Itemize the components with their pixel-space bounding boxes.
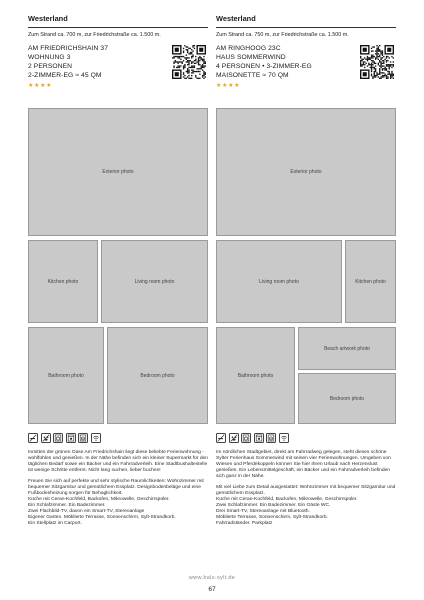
living-room-photo: Living room photo bbox=[101, 240, 208, 323]
wifi-icon bbox=[91, 433, 101, 443]
kitchen-photo: Kitchen photo bbox=[345, 240, 396, 323]
amenity-icons bbox=[28, 433, 101, 443]
dishwasher-icon bbox=[66, 433, 76, 443]
bathroom-photo: Bathroom photo bbox=[28, 327, 104, 424]
listing-text bbox=[28, 450, 208, 532]
washing-machine-icon bbox=[53, 433, 63, 443]
city-heading: Westerland bbox=[216, 14, 396, 28]
rating-stars: ★★★★ bbox=[28, 82, 53, 90]
bathroom-photo: Bathroom photo bbox=[216, 327, 295, 424]
rating-stars: ★★★★ bbox=[216, 82, 241, 90]
page-number: 67 bbox=[208, 586, 216, 593]
features-text: Mit viel Liebe zum Detail ausgestattet: Wohnzimmer mit bequemer Sitzgarnitur und gemütlichem Essplatz. Küche mit Ceran-Kochfeld, Backofen, Mikrowelle, Geschirrspüler. Zwei Schlafzimmer. Ein Badezimmer. Ein Gäste WC. Drei Smart-TV, Stereoanlage mit Bluetooth. Möblierte Terrasse, Sonnenschirm, Sylt-Strandkorb. Fahrradständer. Parkplatz bbox=[216, 485, 396, 526]
property-size: 2-ZIMMER-EG ≈ 45 QM bbox=[28, 72, 102, 80]
qr-code[interactable] bbox=[172, 45, 206, 79]
no-smoking-icon bbox=[216, 433, 226, 443]
artwork-photo: Beach artwork photo bbox=[298, 327, 396, 370]
left-listing bbox=[28, 14, 208, 100]
dryer-icon bbox=[78, 433, 88, 443]
washing-machine-icon bbox=[241, 433, 251, 443]
description-text: Inmitten der grünen Oase Am Friedrichshain liegt diese beliebte Ferienwohnung - wohlfühlen und genießen. In der Nähe befinden sich ein kleiner Supermarkt für den täglichen Bedarf sowie ein Bäcker und ein Fahrradverleih. Eine Stadtbushaltestelle ist wenige Schritte entfernt. Nicht lang suchen, lieber buchen! bbox=[28, 450, 208, 473]
dryer-icon bbox=[266, 433, 276, 443]
distance-info: Zum Strand ca. 750 m, zur Friedrichstraße ca. 1.500 m. bbox=[216, 32, 349, 38]
exterior-photo: Exterior photo bbox=[28, 108, 208, 236]
description-text: Im nördlichen Stadtgebiet, direkt am Fahrradweg gelegen, steht dieses schöne Sylter Ferienhaus Sommerwind mit seinen vier Ferienwohnungen. Umgeben von Wiesen und Pferdekoppeln können Sie hier Ihren Urlaub nach Herzenslust genießen. Ein Lebensmittelgeschäft, ein Bäcker und ein Fahrradverleih befinden sich ganz in der Nähe. bbox=[216, 450, 391, 479]
kitchen-photo: Kitchen photo bbox=[28, 240, 98, 323]
exterior-photo: Exterior photo bbox=[216, 108, 396, 236]
bedroom-photo: Bedroom photo bbox=[107, 327, 208, 424]
amenity-icons bbox=[216, 433, 289, 443]
property-address: AM RINGHOOG 23C bbox=[216, 45, 281, 52]
living-room-photo: Living room photo bbox=[216, 240, 342, 323]
wifi-icon bbox=[279, 433, 289, 443]
city-heading: Westerland bbox=[28, 14, 208, 28]
no-pets-icon bbox=[229, 433, 239, 443]
property-address: AM FRIEDRICHSHAIN 37 bbox=[28, 45, 109, 52]
listing-text bbox=[216, 450, 396, 532]
dishwasher-icon bbox=[254, 433, 264, 443]
distance-info: Zum Strand ca. 700 m, zur Friedrichstraße ca. 1.500 m. bbox=[28, 32, 161, 38]
property-persons: 2 PERSONEN bbox=[28, 63, 73, 71]
property-unit: HAUS SOMMERWIND bbox=[216, 54, 286, 62]
right-listing bbox=[216, 14, 396, 100]
property-size: MAISONETTE ≈ 70 QM bbox=[216, 72, 289, 80]
property-block bbox=[216, 44, 396, 100]
property-persons: 4 PERSONEN • 3-ZIMMER-EG bbox=[216, 63, 312, 71]
property-block bbox=[28, 44, 208, 100]
no-smoking-icon bbox=[28, 433, 38, 443]
no-pets-icon bbox=[41, 433, 51, 443]
qr-code[interactable] bbox=[360, 45, 394, 79]
property-unit: WOHNUNG 3 bbox=[28, 54, 71, 62]
website-url[interactable]: www.bals-sylt.de bbox=[188, 575, 236, 581]
bedroom-photo: Bedroom photo bbox=[298, 373, 396, 424]
features-text: Freuen Sie sich auf perfekte und sehr stylische Raumlichkeiten: Wohnzimmer mit bequemer Sitzgarnitur und gemütlichem Essplatz. Designbodenbeläge und eine Fußbodenheizung sorgen für Behaglichkeit. Küche mit Ceran-Kochfeld, Backofen, Mikrowelle, Geschirrspüler. Ein Schlafzimmer. Ein Badezimmer. Zwei Flachbild-TV, davon ein Smart-TV, Stereoanlage Eigener Garten. Möblierte Terrasse, Sonnenschirm, Sylt-Strandkorb. Ein Stellplatz im Carport. bbox=[28, 479, 204, 526]
